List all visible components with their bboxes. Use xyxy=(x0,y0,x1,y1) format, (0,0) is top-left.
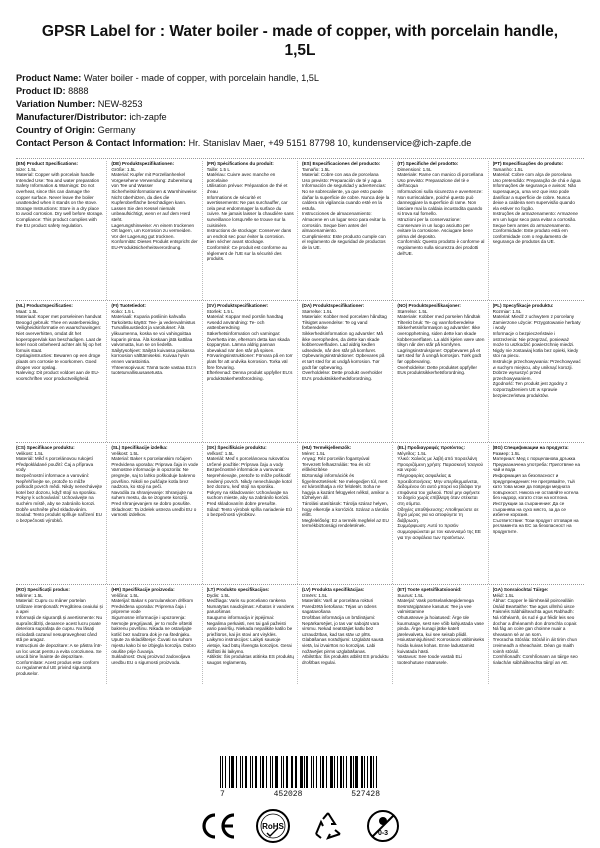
barcode-bar xyxy=(346,756,347,788)
barcode-bar xyxy=(252,756,253,788)
section-body: Velikost: 1.5L Material: Baker s porcelanskim ročajem Predvidena uporaba: Priprava čaja in vode Varnostne informacije in opozorila: Ne pregrejte, saj to lahko poškoduje bakreno površino. Nikoli ne puščajte kotla brez nadzora, ko stoji na peči. Navodila za shranjevanje: Shranjujte na suhem mestu, da se izognete koroziji. Pred shranjevanjem se dobro posušite. Skladnost: Ta izdelek ustreza uredbi EU o varnosti izdelkov. xyxy=(111,450,199,518)
barcode-bar xyxy=(337,756,338,788)
meta-manufacturer: Manufacturer/Distributor: ich-zapfe xyxy=(16,112,167,122)
barcode-right-group: 527428 xyxy=(351,790,380,799)
section-heading: (NL) Productspecificaties: xyxy=(16,303,73,308)
meta-country-of-origin: Country of Origin: Germany xyxy=(16,125,136,135)
language-section xyxy=(302,303,393,442)
section-heading: (FI) Tuotetiedot: xyxy=(111,303,146,308)
section-body: Suurus: 1.5L Materjal: Vask portselankäepidemega Eesmärgipärane kasutus: Tee ja vee valmistamine Ohutusteave ja hoiatused: Ärge üle kuumutage, sest see võib kahjustada vase pinda. Ärge kunagi jätke katelt järelevalveta, kui see seisab pliidil. Hoiustamisjuhised: Korrosiooni vältimiseks hoida kuivas kohas. Enne ladustamist kuivatada hästi. Vastavus: See toode vastab ELi tooteohutuse määrusele. xyxy=(397,592,485,665)
section-body: Tamanho: 1.5L Material: Cobre com alça de porcelana Uso pretendido: Preparação de chá e água Informações de segurança e avisos: Não superaqueça, uma vez que isso pode danificar a superfície de cobre. Nunca deixe a caldeira sem supervisão quando ela estiver no fogão. Instruções de armazenamento: Armazene em um lugar seco para evitar a corrosão. Seque bem antes do armazenamento. Conformidade: Este produto está em conformidade com o regulamento de segurança de produtos da UE. xyxy=(492,166,581,245)
section-heading: (ES) Especificaciones del producto: xyxy=(302,161,381,166)
barcode-bar xyxy=(322,756,324,788)
section-body: Koko: 1.5 L Materiaali: Kuparia posliinin kahvalla Tarkoitettu käyttö: Tee- ja vedenvalmistus Turvallisuustiedot ja varoitukset: Älä ylikuumenna, koska se voi vahingoittaa kuparin pintaa. Älä koskaan jätä kattilaa valvomatta, kun se on liedellä. Säilytysohjeet: Säilytä kuivassa paikassa korroosion välttämiseksi. Kuivaa hyvin ennen varastointia. Yhteensopivuus: Tämä tuote vastaa EU:n tuoteturvallisuusasetusta. xyxy=(111,308,197,376)
section-heading: (IT) Specifiche del prodotto: xyxy=(397,161,459,166)
barcode-bar xyxy=(361,756,363,788)
barcode-bar xyxy=(373,756,374,788)
section-body: Méid: 1.5L Ábhar: Copper le láimhseáil poircealláin Úsáid Beartaithe: Tae agus ullmhú uisce Faisnéis Sábháilteachta agus Rabhadh: Ná róthéamh, ós rud é gur féidir leis seo dochar a dhéanamh don dromchla copair. Ná fág an coire gan choinne nuair a sheasann sé ar an sorn. Treoracha Stórála: Stóráil in áit tirim chun creimeadh a sheachaint. Déan go maith roimh stóráil. Comhlíonadh: Comhlíonann an táirge seo rialachán sábháilteachta táirgí an AE. xyxy=(492,592,578,665)
language-section xyxy=(111,303,202,442)
section-heading: (PL) Specyfikacje produktu: xyxy=(492,303,554,308)
language-section xyxy=(493,587,584,684)
page-title: GPSR Label for : Water boiler - made of copper, with porcelain handle, 1,5L xyxy=(41,23,559,59)
section-heading: (HU) Termékjellemzők: xyxy=(302,445,352,450)
recycling-icon xyxy=(306,806,350,846)
section-body: Storlek: 1.5 L Material: Koppar med porslin handtag Avsedd användning: Te- och vattenberedning Säkerhetsinformation och varningar: Överhetta inte, eftersom detta kan skada kopparytan. Lämna aldrig pannan obevakad när den står på spisen. Förvaringsinstruktioner: Förvara på en torr plats för att undvika korrosion. Torka väl före förvaring. Efterlevnad: Denna produkt uppfyller EU:s produktsäkerhetsförordning. xyxy=(206,308,293,381)
barcode-bar xyxy=(236,756,237,788)
barcode-bar xyxy=(326,756,327,788)
section-body: Dydis: 1.5L Medžiaga: Varis su porceliano rankena Numatytas naudojimas: Arbatos ir vandens paruošimas Saugumo informacija ir įspėjimai: Negalima perkaisti, nes tai gali pažeisti vario paviršių. Niekada nepalikite katilo be priežiūros, kai jis stovi ant viryklės. Laikymo instrukcijos: Laikyti sausoje vietoje, kad būtų išvengta korozijos. Gerai išdžiūti iki laikymo. Atitiktis: Šis produktas atitinka ES produktų saugos reglamentą. xyxy=(206,592,294,665)
section-heading: (ET) Toote spetsifikatsioonid: xyxy=(397,587,462,592)
svg-text:0-3: 0-3 xyxy=(377,830,388,837)
language-section xyxy=(302,161,393,300)
section-heading: (PT) Especificações do produto: xyxy=(492,161,564,166)
ean-barcode xyxy=(220,756,380,800)
section-heading: (CS) Specifikace produktu: xyxy=(16,445,75,450)
barcode-bar xyxy=(300,756,303,788)
language-section xyxy=(397,587,488,684)
section-row xyxy=(16,442,584,584)
language-section xyxy=(16,587,107,684)
language-section xyxy=(397,303,488,442)
section-heading: (DA) Produktspecifikationer: xyxy=(302,303,365,308)
barcode-bar xyxy=(355,756,358,788)
barcode-left-group: 452028 xyxy=(273,790,303,799)
section-body: Taille: 1.5 L Matériau: Cuivre avec manche en porcelaine Utilisation prévue: Préparation de thé et d'eau Informations de sécurité et avertissements: Ne pas surchauffer, car cela peut endommager la surface du cuivre. Ne jamais laisser la chaudière sans surveillance lorsqu'elle se trouve sur la cuisinière. Instructions de stockage: Conserver dans un endroit sec pour éviter la corrosion. Bien sécher avant stockage. Conformité: Ce produit est conforme au règlement de l'UE sur la sécurité des produits. xyxy=(206,166,294,262)
barcode-bar xyxy=(291,756,292,788)
barcode-bar xyxy=(292,756,293,788)
section-body: Μέγεθος: 1.5L Υλικό: Χαλκός με λαβή από πορσελάνη Προοριζόμενη χρήση: Παρασκευή τσαγιού και νερού Πληροφορίες ασφαλείας & προειδοποιήσεις: Μην υπερθερμαίνεται, δεδομένου ότι αυτό μπορεί να βλάψει την επιφάνεια του χαλκού. Ποτέ μην αφήνετε το δοχείο χωρίς επίβλεψη όταν στέκεται στη σόμπα. Οδηγίες αποθήκευσης: Αποθηκεύστε σε ξηρό μέρος για να αποφύγετε τη διάβρωση. Συμμόρφωση: Αυτό το προϊόν συμμορφώνεται με τον κανονισμό της ΕΕ για την ασφάλεια των προϊόντων. xyxy=(397,450,484,540)
section-heading: (EN) Product Specifications: xyxy=(16,161,79,166)
section-body: Size: 1.5L Material: Copper with porcelain handle Intended Use: Tea and water preparation Safety Information & Warnings: Do not overheat, since this can damage the copper surface. Never leave the boiler unattended when it stands on the stove. Storage Instructions: Store in a dry place to avoid corrosion. Dry well before storage. Compliance: This product complies with the EU product safety regulation. xyxy=(16,166,104,228)
section-heading: (RO) Specificații produs: xyxy=(16,587,70,592)
barcode-bar xyxy=(245,756,247,788)
language-section xyxy=(397,161,488,300)
section-body: Størrelse: 1.5L Materiale: Kobber med porcelæn håndtag Tilsigtet anvendelse: Te og vand forberedelse Sikkerhedsinformation og advarsler: Må ikke overophedes, da dette kan skade kobberoverfladen. Lad aldrig kedlen udsedede, når den står på komfuret. Opbevaringsinstruktioner: Opbevares på et tørt sted for at undgå korrosion. Tør godt før opbevaring. Overholdelse: Dette produkt overholder EU's produktsikkerhedsforordning. xyxy=(302,308,387,381)
section-body: Tamaño: 1.5L Material: Cobre con asa de porcelana Uso previsto: Preparación de té y agua Información de seguridad y advertencias: No se sobrecaliente, ya que esto puede dañar la superficie de cobre. Nunca deje la caldera sin vigilancia cuando esté en la estufa. Instrucciones de almacenamiento: Almacene en un lugar seco para evitar la corrosión. Seque bien antes del almacenamiento. Cumplimiento: Este producto cumple con el reglamento de seguridad de productos de la UE. xyxy=(302,166,390,250)
barcode-bar xyxy=(316,756,317,788)
compliance-icons xyxy=(190,806,410,846)
section-heading: (DE) Produktspezifikationen: xyxy=(111,161,175,166)
barcode-bar xyxy=(240,756,241,788)
section-heading: (SV) Produktspecifikationer: xyxy=(206,303,269,308)
section-row xyxy=(16,158,584,300)
section-row xyxy=(16,300,584,442)
language-section xyxy=(397,445,488,584)
language-section xyxy=(302,445,393,584)
barcode-bar xyxy=(260,756,261,788)
barcode-bar xyxy=(255,756,258,788)
section-heading: (NO) Produktspesifikasjoner: xyxy=(397,303,461,308)
barcode-bar xyxy=(262,756,264,788)
barcode-bar xyxy=(330,756,333,788)
barcode-bar xyxy=(275,756,278,788)
barcode-bar xyxy=(295,756,297,788)
meta-product-name: Product Name: Water boiler - made of copper, with porcelain handle, 1,5L xyxy=(16,73,320,83)
barcode-bar xyxy=(231,756,234,788)
barcode-bar xyxy=(229,756,230,788)
section-heading: (EL) Προδιαγραφές προϊόντος: xyxy=(397,445,466,450)
barcode-bar xyxy=(311,756,312,788)
section-body: Izmērs: 1.5L Materiāls: Varš ar porcelāna rokturi Paredzētā lietošana: Tējas un ūdens sagatavošana Drošības informācija un brīdinājumi: Nepārkarsējiet, jo tas var sabojāt vara virsmu. Nekad neatstājiet katlu bez uzraudzības, kad tas stāv uz plīts. Glabāšanas norādījumi: Uzglabāt sausā vietā, lai izvairītos no korozijas. Labi nožāvējiet pirms uzglabāšanas. Atbilstība: Šis produkts atbilst ES produktu drošības regulai. xyxy=(302,592,389,665)
barcode-bar xyxy=(376,756,377,788)
label-footer xyxy=(0,756,600,848)
barcode-bars xyxy=(220,756,380,788)
section-heading: (GA) Sonraíochtaí Táirge: xyxy=(492,587,549,592)
meta-variation-number: Variation Number: NEW-8253 xyxy=(16,99,143,109)
meta-contact: Contact Person & Contact Information: Hr. Stanislav Maer, +49 5151 87798 10, kundenservice@ich-zapfe.de xyxy=(16,138,472,148)
section-heading: (HR) Specifikacije proizvoda: xyxy=(111,587,175,592)
language-section xyxy=(493,161,584,300)
barcode-bar xyxy=(283,756,284,788)
language-section xyxy=(16,161,107,300)
section-body: Größe: 1.5L Material: Kupfer mit Porzellanhenkel Vorgesehene Verwendung: Zubereitung von Tee und Wasser Sicherheitsinformationen & Warnhinweise: Nicht überhitzen, da dies die Kupferoberfläche beschädigen kann. Lassen Sie den Kessel niemals unbeaufsichtigt, wenn er auf dem Herd steht. Lagerungshinweise: An einem trockenen Ort lagern, um Korrosion zu vermeiden. Vor der Lagerung gut trocknen. Konformität: Dieses Produkt entspricht der EU-Produktsicherheitsverordnung. xyxy=(111,166,198,250)
barcode-bar xyxy=(306,756,308,788)
barcode-bar xyxy=(250,756,251,788)
language-section xyxy=(302,587,393,684)
section-row xyxy=(16,584,584,684)
barcode-bar xyxy=(272,756,274,788)
barcode-bar xyxy=(350,756,352,788)
language-section xyxy=(16,445,107,584)
barcode-bar xyxy=(353,756,354,788)
language-section xyxy=(207,161,298,300)
product-meta xyxy=(16,72,584,150)
section-body: Maat: 1.5L Materiaal: Koper met porseleinen handvat Beoogd gebruik: Thee en waterbereiding Veiligheidsinformatie en waarschuwingen: Niet oververhitten, omdat dit het koperoppervlak kan beschadigen. Laat de ketel nooit onbeheerd achter als hij op het fornuis staat. Opslaginstructies: Bewaren op een droge plaats om corrosie te voorkomen. Goed drogen voor opslag. Naleving: Dit product voldoet aan de EU-voorschriften voor productveiligheid. xyxy=(16,308,102,381)
language-sections xyxy=(16,158,584,684)
section-body: Velikost: 1.5L Materiál: Měď s porcelánovou rukojetí Předpokládané použití: Čaj a příprava vody Bezpečnostní informace a varování: Nepřehřívejte se, protože to může poškodit povrch mědi. Nikdy nenechávejte kotel bez dozoru, když stojí na sporáku. Pokyny k uchovávání: Uchovávejte na suchém místě, aby se zabránilo korozi. Dobře uschněte před skladováním. Soulad: Tento produkt splňuje nařízení EU o bezpečnosti výrobků. xyxy=(16,450,103,523)
svg-text:RoHS: RoHS xyxy=(261,822,284,831)
barcode-prefix: 7 xyxy=(220,790,225,799)
barcode-bar xyxy=(222,756,223,788)
barcode-digits xyxy=(220,790,380,799)
barcode-bar xyxy=(364,756,365,788)
language-section xyxy=(493,445,584,584)
section-body: Veľkosť: 1.5L Materiál: Meď s porcelánovou rukoväťou Určené použitie: Príprava čaju a vody Bezpečnostné informácie a varovania: Neprehrievajte, pretože to môže poškodiť medený povrch. Nikdy nenechávajte kotol bez dozoru, keď stojí na sporáku. Pokyny na skladovanie: Uchovávajte na suchom mieste, aby sa zabránilo korózii. Pred skladovaním dobre presušte. Súlad: Tento výrobok spĺňa nariadenie EÚ o bezpečnosti výrobkov. xyxy=(206,450,293,518)
language-section xyxy=(207,445,298,584)
barcode-bar xyxy=(343,756,344,788)
age-0-3-warning-icon xyxy=(361,806,405,846)
rohs-icon xyxy=(251,806,295,846)
section-body: Veličina: 1.5L Materijal: Bakar s porculanskom drškom Predviđena uporaba: Priprema čaja i pripreme vode Sigurnosne informacije i upozorenja: Nemojte pregrijavati, jer to može oštetiti bakrenu površinu. Nikada ne ostavljajte kotlić bez nadzora dok je na štednjaku. Upute za skladištenje: Čuvati na suhom mjestu kako bi se izbjegla korozija. Dobro osušite prije čuvanja. Sukladnost: Ovaj proizvod zadovoljava uredbu EU o sigurnosti proizvoda. xyxy=(111,592,196,665)
section-body: Размер: 1.5L Материал: Мед с порцеланова дръжка Предназначена употреба: Приготвяне на чай и вода Информация за безопасност и предупреждения: Не прегрявайте, тъй като това може да повреди медната повърхност. Никога не оставяйте котела без надзор, когато стои на котлона. Инструкции за съхранение: Да се съхранява на сухо място, за да се избегне корозия. Съответствие: Този продукт отговаря на регламента на ЕС за безопасност на продуктите. xyxy=(492,450,581,534)
meta-product-id: Product ID: 8888 xyxy=(16,86,89,96)
language-section xyxy=(111,445,202,584)
section-heading: (LV) Produkta specifikācijas: xyxy=(302,587,365,592)
barcode-bar xyxy=(286,756,288,788)
section-heading: (BG) Спецификации на продукта: xyxy=(492,445,569,450)
language-section xyxy=(16,303,107,442)
language-section xyxy=(207,587,298,684)
section-heading: (SK) Špecifikácie produktu: xyxy=(206,445,267,450)
section-body: Rozmiar: 1.5L Materiał: Miedź z uchwytem z porcelany Zamierzone użycie: Przygotowanie herbaty i wody Informacje o bezpieczeństwie i ostrzeżenia: Nie przegrzać, ponieważ może to uszkodzić powierzchnię miedzi. Nigdy nie zostawiaj kotła bez opieki, kiedy stoi na piecu. Instrukcje przechowywania: Przechowywać w suchym miejscu, aby uniknąć korozji. Dobrze wysuszyć przed przechowywaniem. Zgodność: Ten produkt jest zgodny z rozporządzeniem UE w sprawie bezpieczeństwa produktów. xyxy=(492,308,581,398)
barcode-bar xyxy=(220,756,221,788)
barcode-bar xyxy=(281,756,282,788)
section-heading: (FR) Spécifications du produit: xyxy=(206,161,274,166)
section-body: Méret: 1.5L Anyag: Réz porcelán fogantyúval Tervezett felhasználás: Tea és víz előkészítése Biztonsági információk és figyelmeztetések: Ne melegedjen túl, mert ez károsíthatja a réz felületét. Soha ne hagyja a kazánt felügyelet nélkül, amikor a tűzhelyen áll. Tárolási utasítások: Tárolja száraz helyen, hogy elkerülje a korróziót. Száraz a tárolás előtt. Megfelelőség: Ez a termék megfelel az EU termékbiztonsági rendeletének. xyxy=(302,450,389,529)
barcode-bar xyxy=(270,756,271,788)
section-body: Dimensioni: 1.5L Materiale: Rame con manico di porcellana Uso previsto: Preparazione del tè e dell'acqua Informazioni sulla sicurezza e avvertenze: Non surriscaldare, poiché questo può danneggiare la superficie di rame. Non lasciare mai la caldaia incustodita quando si trova sul fornello. Istruzioni per la conservazione: Conservare in un luogo asciutto per evitare la corrosione. Asciugare bene prima del deposito. Conformità: Questo prodotto è conforme al regolamento sulla sicurezza dei prodotti dell'UE. xyxy=(397,166,485,256)
language-section xyxy=(111,161,202,300)
language-section xyxy=(111,587,202,684)
section-heading: (SL) Specifikacije izdelka: xyxy=(111,445,168,450)
language-section xyxy=(207,303,298,442)
barcode-bar xyxy=(266,756,267,788)
barcode-bar xyxy=(340,756,342,788)
barcode-bar xyxy=(225,756,227,788)
language-section xyxy=(493,303,584,442)
barcode-bar xyxy=(313,756,314,788)
barcode-bar xyxy=(320,756,322,788)
barcode-bar xyxy=(304,756,305,788)
barcode-bar xyxy=(242,756,244,788)
section-heading: (LT) Produkto specifikacijos: xyxy=(206,587,270,592)
barcode-bar xyxy=(367,756,368,788)
ce-mark-icon xyxy=(196,806,240,846)
section-body: Mărime: 1.5L Material: Cupru cu mâner portelan Utilizare intenționată: Pregătirea ceaiului și a apei Informații de siguranță și avertismente: Nu supraîncălziți, deoarece acest lucru poate deteriora suprafața de cupru. Nu lăsați niciodată cazanul nesupravegheat când stă pe aragaz. Instrucțiuni de depozitare: A se păstra într-un loc uscat pentru a evita coroziunea. Se usucă bine înainte de depozitare. Conformitate: Acest produs este conform cu regulamentul UE privind siguranța produselor. xyxy=(16,592,103,676)
section-body: Størrelse: 1.5L Materiale: Kobber med porselen håndtak Tiltenkt bruk: Te- og vannforberedelse Sikkerhetsinformasjon og advarsler: Ikke overopphetning, siden dette kan skade kobberoverflaten. La aldri kjelen være uten tilsyn når den står på komfyren. Lagringsinstruksjoner: Oppbevares på et tørt sted for å unngå korrosjon. Tørk godt før oppbevaring. Overholdelse: Dette produktet oppfyller EUs produktsikkerhetsforordning. xyxy=(397,308,485,376)
barcode-bar xyxy=(370,756,372,788)
barcode-bar xyxy=(334,756,335,788)
